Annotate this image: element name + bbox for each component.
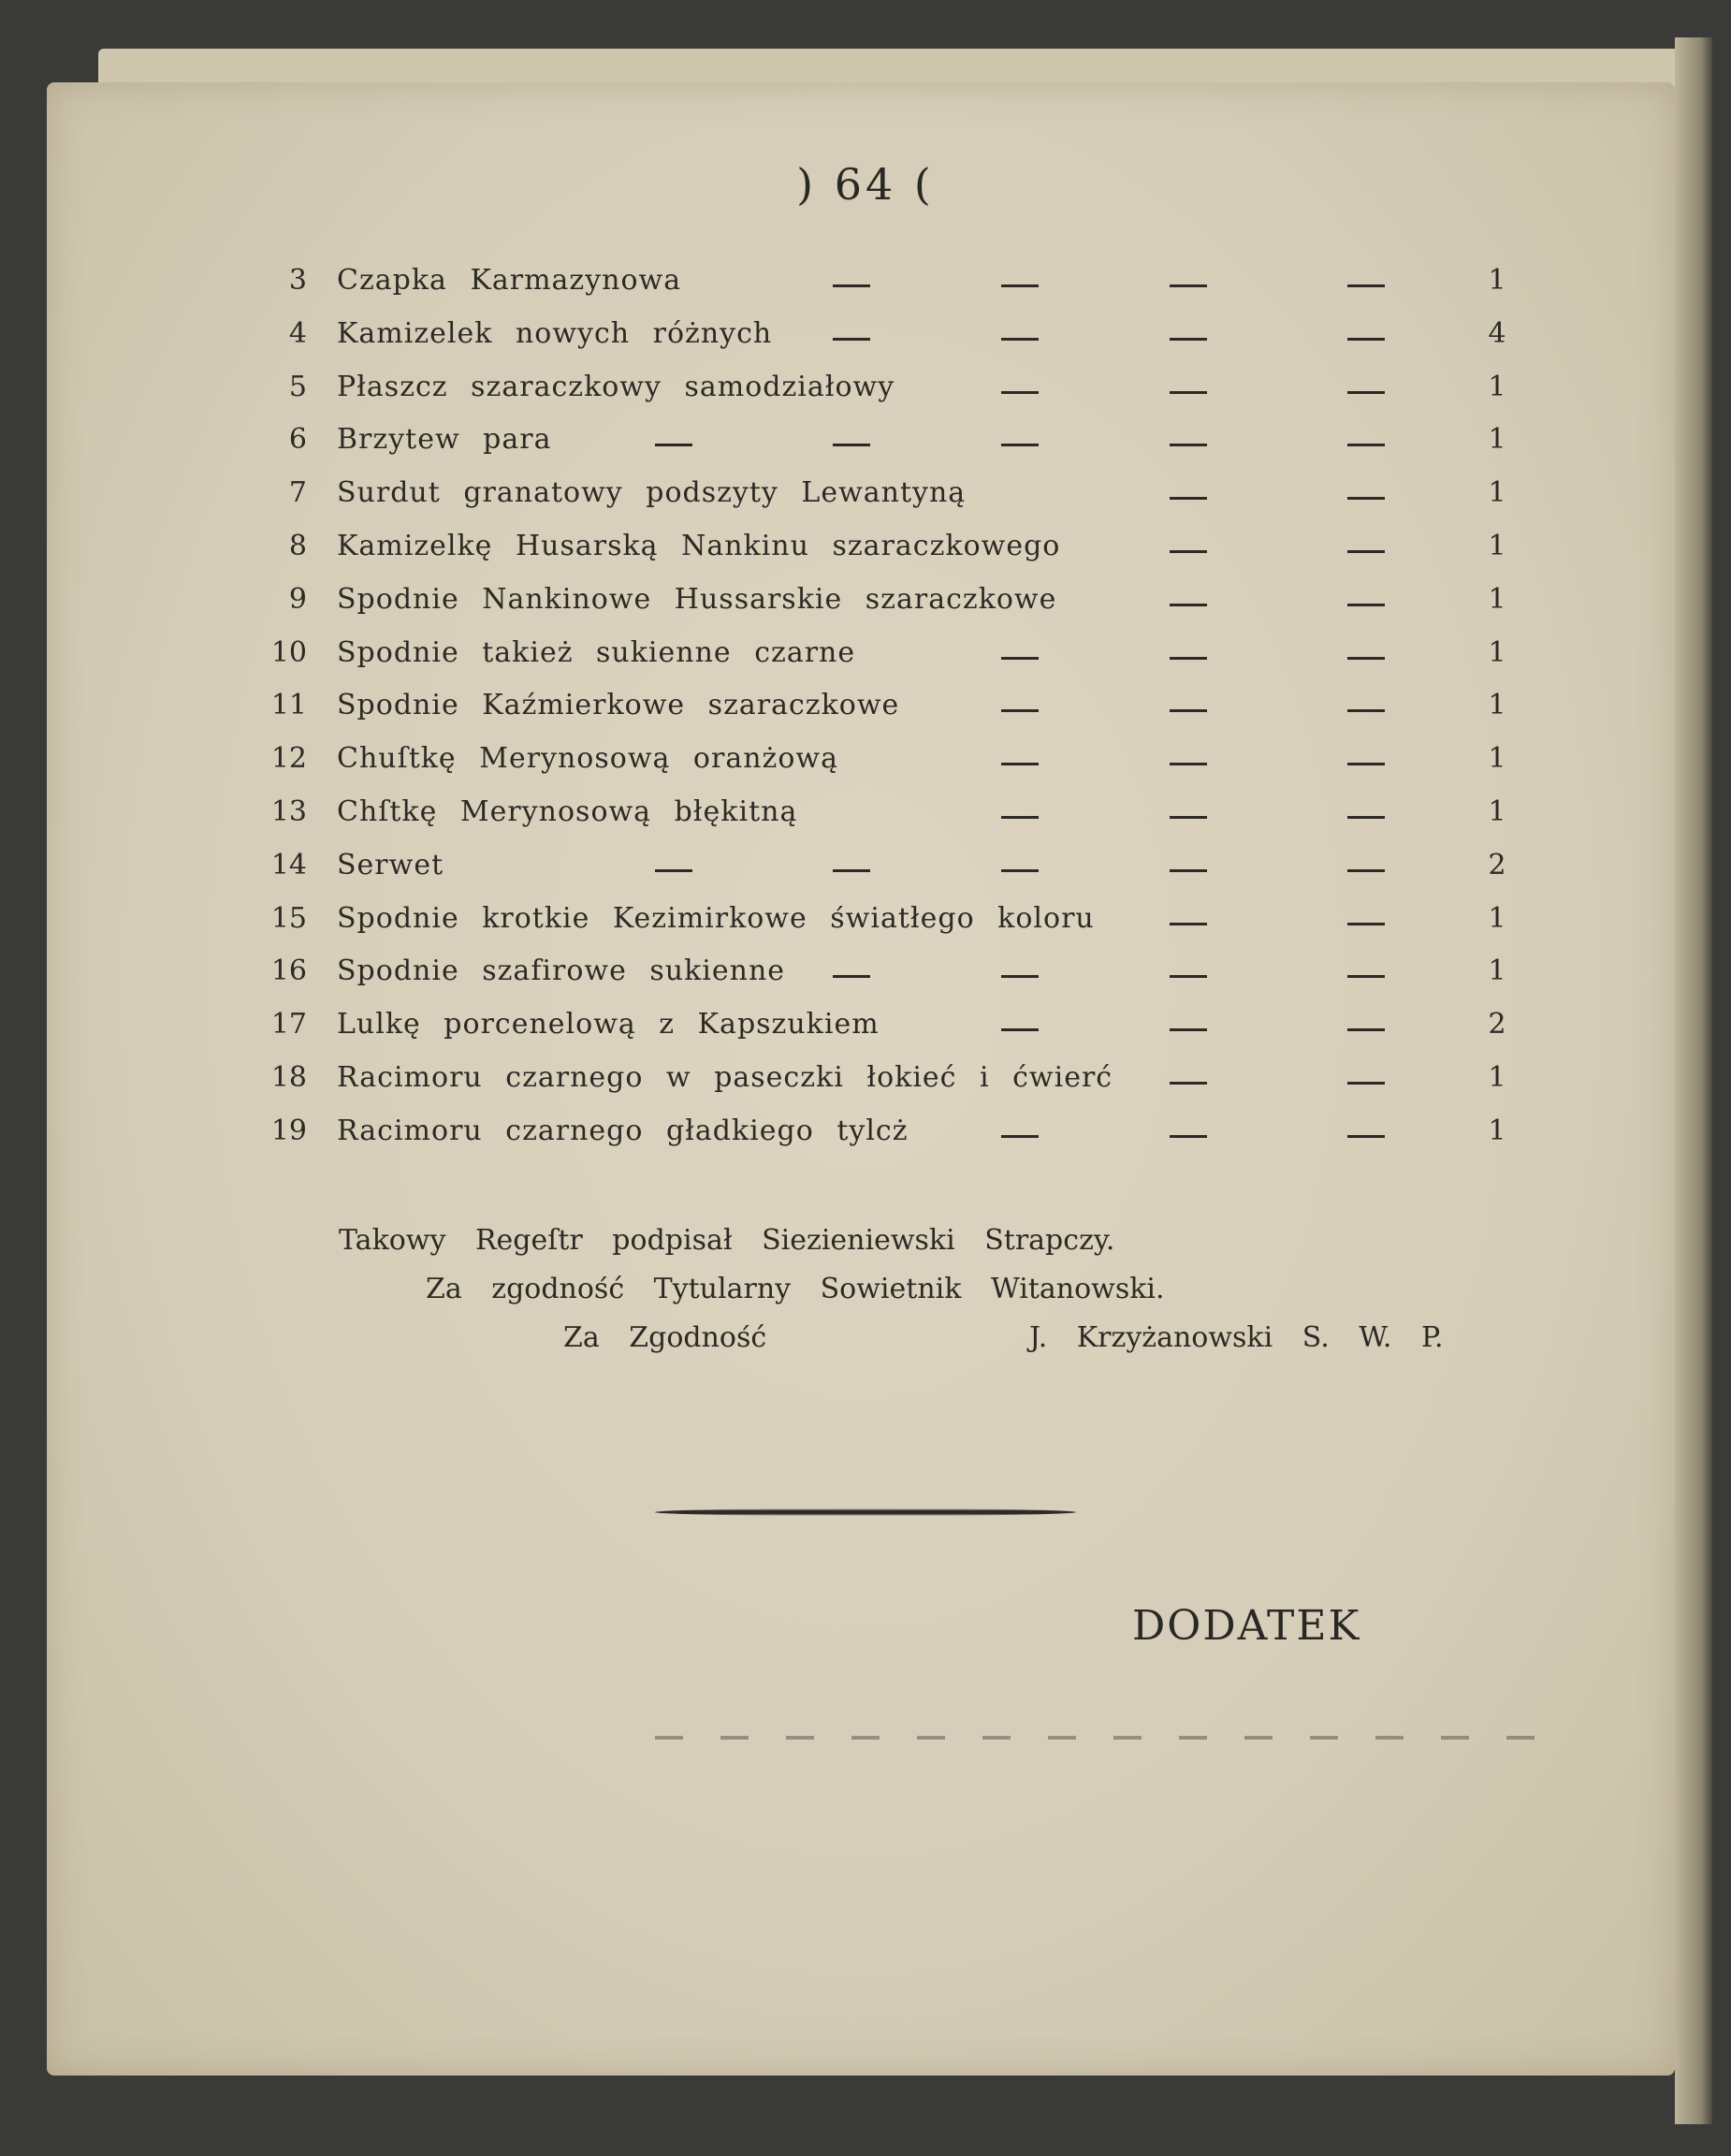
item-quantity: 1 <box>1488 530 1506 562</box>
item-quantity: 1 <box>1488 689 1506 722</box>
leader-dash <box>1347 975 1385 978</box>
leader-dash <box>1001 709 1039 712</box>
signature-line-2: Za zgodność Tytularny Sowietnik Witanowski. <box>426 1273 1165 1305</box>
leader-dash <box>1170 1082 1207 1085</box>
item-quantity: 1 <box>1488 423 1506 457</box>
leader-dash <box>1001 338 1039 341</box>
table-row <box>0 636 1731 681</box>
signature-line-3-right: J. Krzyżanowski S. W. P. <box>1029 1321 1444 1354</box>
item-number: 15 <box>270 901 307 935</box>
leader-dash <box>1347 391 1385 394</box>
item-number: 19 <box>270 1114 307 1147</box>
leader-dash <box>833 284 870 287</box>
table-row <box>0 530 1731 575</box>
item-number: 14 <box>270 848 307 881</box>
leader-dash <box>1347 444 1385 446</box>
leader-dash <box>833 444 870 446</box>
leader-dash <box>1170 709 1207 712</box>
leader-dash <box>1001 284 1039 287</box>
leader-dash <box>1170 923 1207 925</box>
item-quantity: 1 <box>1488 370 1506 403</box>
item-number: 6 <box>288 423 307 457</box>
leader-dash <box>1170 391 1207 394</box>
item-description: Serwet <box>337 848 444 881</box>
table-row <box>0 795 1731 840</box>
item-quantity: 1 <box>1488 1114 1506 1147</box>
page-number: ) 64 ( <box>796 159 935 210</box>
faint-divider <box>655 1736 1572 1740</box>
item-number: 10 <box>270 635 307 669</box>
leader-dash <box>1170 444 1207 446</box>
leader-dash <box>1347 709 1385 712</box>
item-quantity: 2 <box>1488 1008 1506 1042</box>
leader-dash <box>655 869 692 872</box>
leader-dash <box>833 975 870 978</box>
leader-dash <box>1170 816 1207 819</box>
table-row <box>0 264 1731 309</box>
leader-dash <box>1001 869 1039 872</box>
item-number: 11 <box>270 689 307 722</box>
table-row <box>0 1008 1731 1053</box>
leader-dash <box>1347 816 1385 819</box>
leader-dash <box>1170 284 1207 287</box>
leader-dash <box>833 338 870 341</box>
leader-dash <box>1347 763 1385 765</box>
table-row <box>0 849 1731 894</box>
item-number: 8 <box>288 530 307 562</box>
leader-dash <box>655 444 692 446</box>
leader-dash <box>1347 923 1385 925</box>
leader-dash <box>1001 975 1039 978</box>
item-quantity: 2 <box>1488 848 1506 881</box>
leader-dash <box>1347 550 1385 553</box>
leader-dash <box>1170 975 1207 978</box>
item-description: Racimoru czarnego w paseczki łokieć i ćwierć <box>337 1061 1113 1094</box>
item-number: 9 <box>288 582 307 616</box>
leader-dash <box>1347 338 1385 341</box>
leader-dash <box>1170 338 1207 341</box>
leader-dash <box>1170 497 1207 500</box>
item-description: Spodnie szafirowe sukienne <box>337 954 786 988</box>
leader-dash <box>1001 444 1039 446</box>
leader-dash <box>1347 497 1385 500</box>
item-description: Kamizelek nowych różnych <box>337 316 773 350</box>
item-description: Spodnie Kaźmierkowe szaraczkowe <box>337 689 900 722</box>
item-description: Surdut granatowy podszyty Lewantyną <box>337 476 967 510</box>
item-number: 5 <box>288 370 307 403</box>
leader-dash <box>1347 604 1385 606</box>
table-row <box>0 317 1731 362</box>
item-description: Racimoru czarnego gładkiego tylcż <box>337 1114 909 1147</box>
signature-line-3-left: Za Zgodność <box>563 1321 767 1354</box>
table-row <box>0 583 1731 628</box>
table-row <box>0 1061 1731 1106</box>
leader-dash <box>1170 657 1207 660</box>
leader-dash <box>1001 1028 1039 1031</box>
item-description: Lulkę porcenelową z Kapszukiem <box>337 1008 880 1042</box>
item-number: 16 <box>270 954 307 988</box>
item-quantity: 1 <box>1488 582 1506 616</box>
table-row <box>0 423 1731 468</box>
leader-dash <box>1001 816 1039 819</box>
table-row <box>0 371 1731 415</box>
leader-dash <box>1347 1082 1385 1085</box>
table-row <box>0 902 1731 947</box>
item-description: Spodnie krotkie Kezimirkowe światłego koloru <box>337 901 1095 935</box>
table-row <box>0 954 1731 999</box>
table-row <box>0 742 1731 787</box>
item-description: Kamizelkę Husarską Nankinu szaraczkowego <box>337 530 1061 562</box>
leader-dash <box>1001 391 1039 394</box>
signature-line-1: Takowy Regeſtr podpisał Siezieniewski Strapczy. <box>339 1224 1115 1257</box>
item-quantity: 1 <box>1488 742 1506 776</box>
item-quantity: 1 <box>1488 635 1506 669</box>
item-description: Płaszcz szaraczkowy samodziałowy <box>337 370 895 403</box>
leader-dash <box>1347 657 1385 660</box>
leader-dash <box>833 869 870 872</box>
item-quantity: 1 <box>1488 476 1506 510</box>
item-description: Czapka Karmazynowa <box>337 264 682 297</box>
item-number: 13 <box>270 795 307 828</box>
leader-dash <box>1170 1028 1207 1031</box>
item-description: Spodnie takież sukienne czarne <box>337 635 856 669</box>
item-number: 17 <box>270 1008 307 1042</box>
leader-dash <box>1347 869 1385 872</box>
leader-dash <box>1001 1135 1039 1138</box>
leader-dash <box>1001 657 1039 660</box>
item-quantity: 1 <box>1488 795 1506 828</box>
item-number: 7 <box>288 476 307 510</box>
divider-rule <box>655 1508 1076 1516</box>
leader-dash <box>1170 869 1207 872</box>
leader-dash <box>1170 1135 1207 1138</box>
item-number: 18 <box>270 1061 307 1094</box>
leader-dash <box>1347 1028 1385 1031</box>
addendum-title: DODATEK <box>1132 1602 1361 1650</box>
table-row <box>0 476 1731 521</box>
leader-dash <box>1347 284 1385 287</box>
leader-dash <box>1170 604 1207 606</box>
item-description: Brzytew para <box>337 423 552 457</box>
item-number: 3 <box>288 264 307 297</box>
table-row <box>0 1114 1731 1159</box>
leader-dash <box>1347 1135 1385 1138</box>
item-quantity: 1 <box>1488 264 1506 297</box>
item-description: Chſtkę Merynosową błękitną <box>337 795 798 828</box>
item-number: 4 <box>288 316 307 350</box>
leader-dash <box>1170 550 1207 553</box>
item-number: 12 <box>270 742 307 776</box>
item-description: Spodnie Nankinowe Hussarskie szaraczkowe <box>337 582 1057 616</box>
item-quantity: 1 <box>1488 954 1506 988</box>
item-description: Chuſtkę Merynosową oranżową <box>337 742 838 776</box>
item-quantity: 1 <box>1488 901 1506 935</box>
item-quantity: 4 <box>1488 316 1506 350</box>
leader-dash <box>1170 763 1207 765</box>
table-row <box>0 689 1731 734</box>
leader-dash <box>1001 763 1039 765</box>
item-quantity: 1 <box>1488 1061 1506 1094</box>
